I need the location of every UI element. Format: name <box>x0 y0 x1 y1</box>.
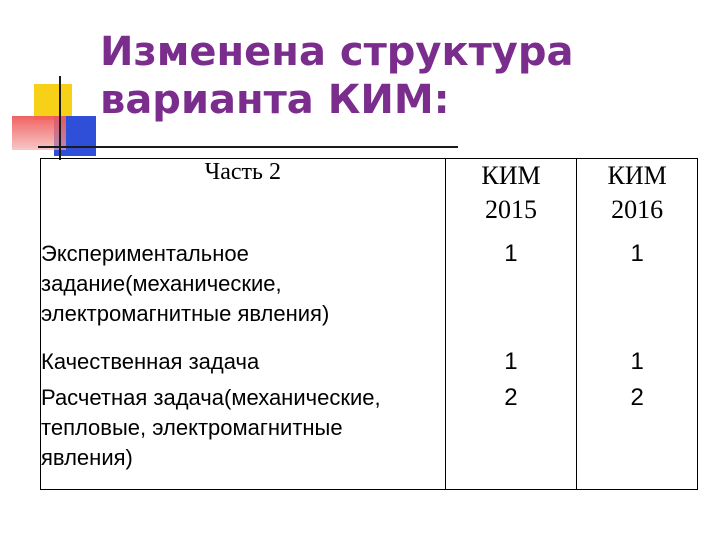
row-kim-2015-value: 2 <box>445 381 577 490</box>
header-kim-2015 <box>445 159 577 231</box>
row-task-name <box>41 343 446 381</box>
title-line-1: Изменена структура <box>100 29 574 75</box>
table-row <box>41 381 698 490</box>
header-kim-2015-label: КИМ <box>481 161 541 190</box>
row-line: Экспериментальное <box>41 240 249 266</box>
table-row <box>41 343 698 381</box>
row-kim-2015-value: 1 <box>445 231 577 343</box>
header-kim-2015-year: 2015 <box>484 195 537 224</box>
row-line: Расчетная задача(механические, <box>41 384 381 410</box>
row-kim-2016-value: 2 <box>577 381 698 490</box>
decor-yellow-square <box>34 84 72 120</box>
decor-horizontal-line <box>38 146 458 148</box>
row-kim-2015-value: 1 <box>445 343 577 381</box>
table-row <box>41 231 698 343</box>
row-line: электромагнитные явления) <box>41 300 330 326</box>
header-kim-2016-year: 2016 <box>611 195 664 224</box>
row-task-name <box>41 381 446 490</box>
decor-red-square <box>12 116 66 150</box>
row-task-name <box>41 231 446 343</box>
header-kim-2016-label: КИМ <box>607 161 667 190</box>
header-kim-2016 <box>577 159 698 231</box>
row-line: тепловые, электромагнитные <box>41 414 343 440</box>
row-kim-2016-value: 1 <box>577 231 698 343</box>
title-line-2: варианта КИМ: <box>100 77 450 123</box>
slide-title <box>100 28 574 124</box>
header-part: Часть 2 <box>204 159 281 185</box>
row-line: Качественная задача <box>41 348 260 374</box>
row-line: задание(механические, <box>41 270 282 296</box>
row-line: явления) <box>41 444 133 470</box>
structure-table <box>40 158 698 490</box>
table-header-row <box>41 159 698 231</box>
row-kim-2016-value: 1 <box>577 343 698 381</box>
